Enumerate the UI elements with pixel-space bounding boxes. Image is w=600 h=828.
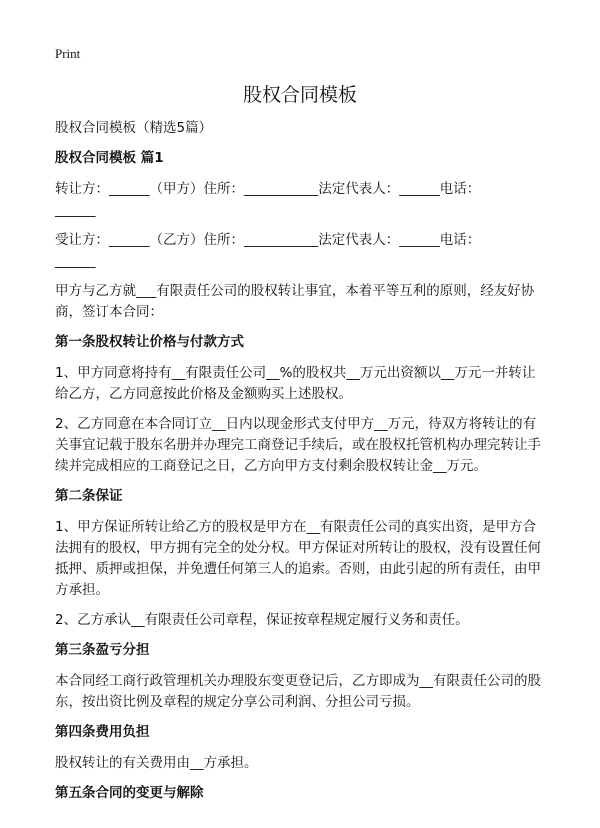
text-line: 2、乙方同意在本合同订立__日内以现金形式支付甲方__万元，待双方将转让的有 <box>55 416 537 432</box>
paragraph <box>55 414 555 477</box>
paragraph <box>55 230 555 272</box>
text-line: 第三条盈亏分担 <box>55 642 150 658</box>
paragraph <box>55 179 555 221</box>
section-heading <box>55 722 555 743</box>
paragraph <box>55 753 555 774</box>
text-line: 转让方：______（甲方）住所：___________法定代表人：______电话： <box>55 181 481 197</box>
text-line: 法拥有的股权，甲方拥有完全的处分权。甲方保证对所转让的股权，没有设置任何 <box>55 540 541 556</box>
paragraph <box>55 281 555 323</box>
text-line: 第五条合同的变更与解除 <box>55 785 204 801</box>
paragraph <box>55 363 555 405</box>
document-body <box>55 118 555 814</box>
text-line: 甲方与乙方就___有限责任公司的股权转让事宜，本着平等互利的原则，经友好协 <box>55 283 535 299</box>
section-heading <box>55 486 555 507</box>
text-line: 股权合同模板 篇1 <box>55 150 164 166</box>
paragraph <box>55 118 555 139</box>
text-line: 给乙方，乙方同意按此价格及金额购买上述股权。 <box>55 386 352 402</box>
text-line: 2、乙方承认__有限责任公司章程，保证按章程规定履行义务和责任。 <box>55 612 469 628</box>
text-line: 第四条费用负担 <box>55 724 150 740</box>
document-title: 股权合同模板 <box>242 84 357 106</box>
text-line: 第二条保证 <box>55 488 123 504</box>
section-heading <box>55 332 555 353</box>
text-line: 股权转让的有关费用由__方承担。 <box>55 755 258 771</box>
paragraph <box>55 517 555 601</box>
text-line: ______ <box>55 253 96 269</box>
section-heading <box>55 640 555 661</box>
text-line: 受让方：______（乙方）住所：___________法定代表人：______电话： <box>55 232 481 248</box>
print-link[interactable]: Print <box>55 46 81 61</box>
text-line: 股权合同模板（精选5篇） <box>55 120 213 136</box>
paragraph <box>55 610 555 631</box>
section-heading <box>55 783 555 804</box>
text-line: 东，按出资比例及章程的规定分享公司利润、分担公司亏损。 <box>55 694 420 710</box>
section-heading <box>55 148 555 169</box>
text-line: 续并完成相应的工商登记之日，乙方向甲方支付剩余股权转让金__万元。 <box>55 458 487 474</box>
text-line: 第一条股权转让价格与付款方式 <box>55 334 244 350</box>
paragraph <box>55 671 555 713</box>
text-line: 1、甲方保证所转让给乙方的股权是甲方在__有限责任公司的真实出资，是甲方合 <box>55 519 537 535</box>
text-line: 1、甲方同意将持有__有限责任公司__%的股权共__万元出资额以__万元一并转让 <box>55 365 536 381</box>
text-line: 抵押、质押或担保，并免遭任何第三人的追索。否则，由此引起的所有责任，由甲 <box>55 561 541 577</box>
text-line: 方承担。 <box>55 582 109 598</box>
text-line: 关事宜记载于股东名册并办理完工商登记手续后，或在股权托管机构办理完转让手 <box>55 437 541 453</box>
text-line: 商，签订本合同： <box>55 304 163 320</box>
text-line: ______ <box>55 202 96 218</box>
text-line: 本合同经工商行政管理机关办理股东变更登记后，乙方即成为__有限责任公司的股 <box>55 673 541 689</box>
